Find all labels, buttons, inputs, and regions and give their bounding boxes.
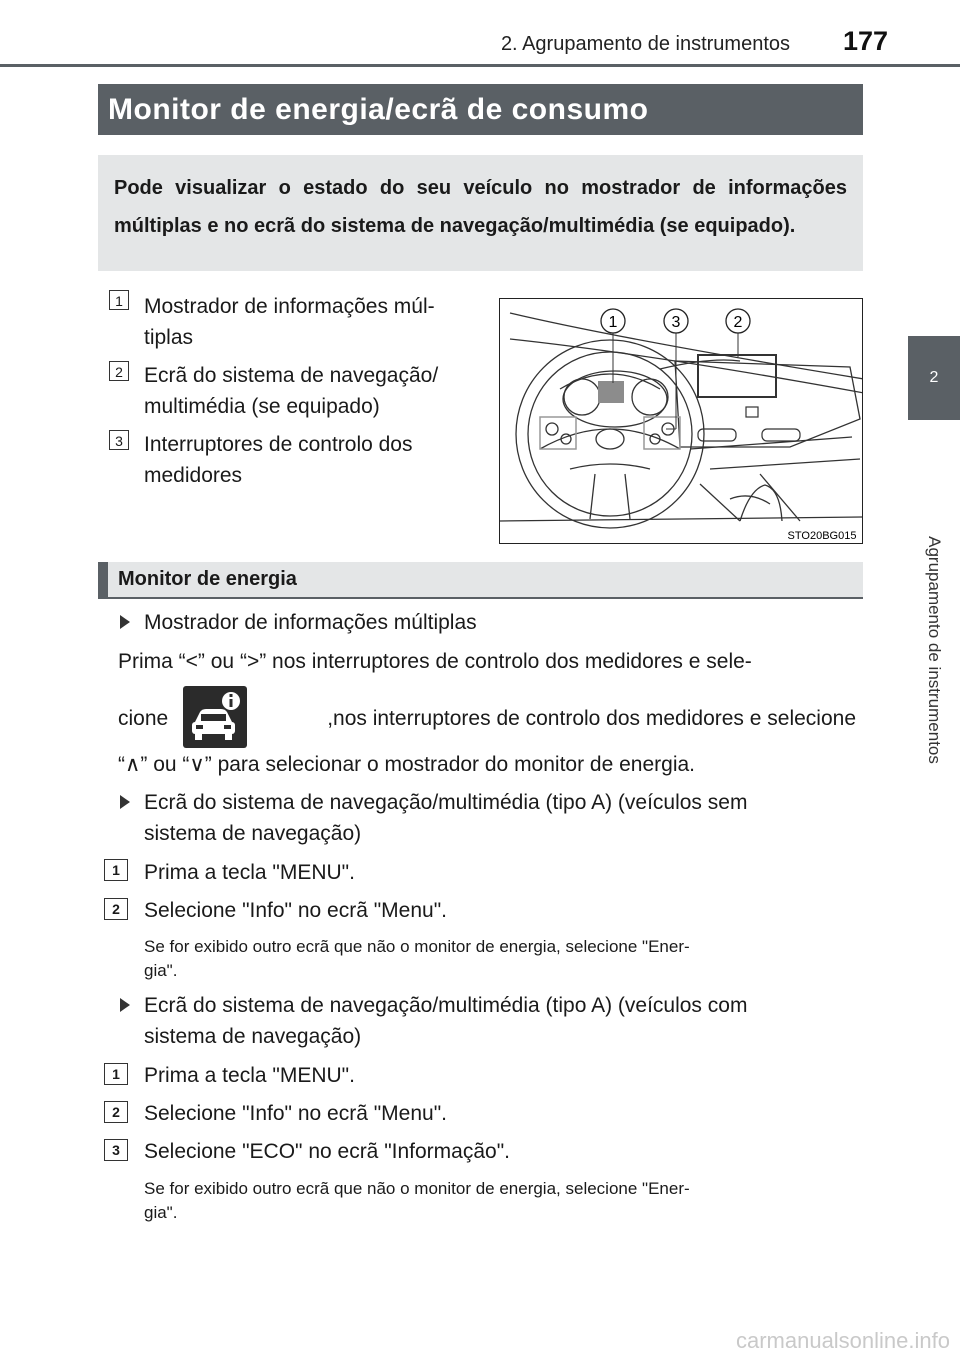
legend-number-2: 2: [109, 361, 129, 381]
legend-item-2-line1: Ecrã do sistema de navegação/: [144, 364, 439, 387]
side-tab-number: 2: [908, 336, 960, 420]
legend-item-1-line1: Mostrador de informações múl-: [144, 295, 435, 318]
typeA-nav-title-line1: Ecrã do sistema de navegação/multimédia (tipo A) (veículos com: [144, 994, 748, 1017]
intro-box: [98, 155, 863, 271]
step-number-1: 1: [104, 859, 128, 881]
step-text: Selecione "ECO" no ecrã "Informação".: [144, 1140, 510, 1163]
page-number: 177: [842, 26, 888, 56]
step-number-2: 2: [104, 1101, 128, 1123]
header-rule: [0, 64, 960, 67]
callout-1: 1: [608, 314, 618, 331]
dashboard-illustration: [499, 298, 863, 544]
callout-3: 3: [671, 314, 681, 331]
step-number-2: 2: [104, 898, 128, 920]
typeA-no-nav-title-line2: sistema de navegação): [144, 822, 362, 845]
note-line2: gia".: [144, 961, 178, 980]
legend-number-1: 1: [109, 290, 129, 310]
step-text: Prima a tecla "MENU".: [144, 861, 355, 884]
illustration-code: STO20BG015: [787, 530, 857, 542]
legend-item-1-line2: tiplas: [144, 326, 194, 349]
watermark: carmanualsonline.info: [735, 1328, 950, 1353]
prima-line3: “∧” ou “∨” para selecionar o mostrador do monitor de energia.: [118, 753, 696, 776]
dashboard-drawing: [500, 299, 863, 544]
step-text: Prima a tecla "MENU".: [144, 1064, 355, 1087]
prima-line1: Prima “<” ou “>” nos interruptores de controlo dos medidores e sele-: [118, 650, 752, 673]
bullet-triangle-icon: [120, 998, 130, 1012]
car-info-icon: [183, 686, 247, 748]
page-title: Monitor de energia/ecrã de consumo: [98, 84, 863, 135]
step-text: Selecione "Info" no ecrã "Menu".: [144, 1102, 447, 1125]
section-heading: Monitor de energia: [98, 562, 863, 599]
side-tab-label: Agrupamento de instrumentos: [925, 536, 944, 764]
bullet-triangle-icon: [120, 615, 130, 629]
note-line1: Se for exibido outro ecrã que não o monitor de energia, selecione "Ener-: [144, 937, 690, 956]
step-number-3: 3: [104, 1139, 128, 1161]
callout-2: 2: [733, 314, 743, 331]
legend-number-3: 3: [109, 430, 129, 450]
legend-item-3-line2: medidores: [144, 464, 243, 487]
note-line2: gia".: [144, 1203, 178, 1222]
legend-item-2-line2: multimédia (se equipado): [144, 395, 380, 418]
step-number-1: 1: [104, 1063, 128, 1085]
intro-text: Pode visualizar o estado do seu veículo no mostrador de informações múltiplas e no ecrã do sistema de navegação/multimédia (se equipado).: [114, 177, 847, 237]
prima-line2a: cione: [118, 707, 169, 730]
step-text: Selecione "Info" no ecrã "Menu".: [144, 899, 447, 922]
subsection-title: Mostrador de informações múltiplas: [144, 611, 477, 634]
note-line1: Se for exibido outro ecrã que não o monitor de energia, selecione "Ener-: [144, 1179, 690, 1198]
legend-item-3-line1: Interruptores de controlo dos: [144, 433, 413, 456]
prima-line2b: ,nos interruptores de controlo dos medidores e selecione: [327, 707, 856, 730]
typeA-no-nav-title-line1: Ecrã do sistema de navegação/multimédia (tipo A) (veículos sem: [144, 791, 748, 814]
typeA-nav-title-line2: sistema de navegação): [144, 1025, 362, 1048]
header-section-title: 2. Agrupamento de instrumentos: [500, 33, 790, 55]
bullet-triangle-icon: [120, 795, 130, 809]
